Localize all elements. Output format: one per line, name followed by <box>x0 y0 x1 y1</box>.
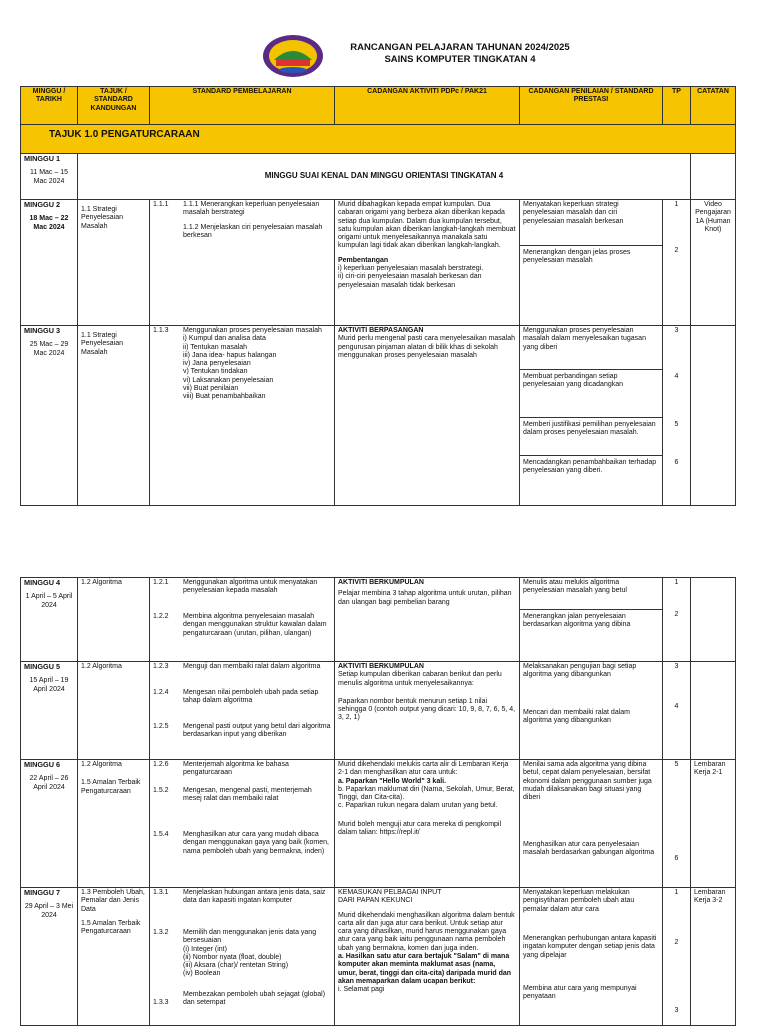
standard-cell <box>150 200 335 326</box>
week-date: 29 April – 3 Mei 2024 <box>24 903 74 919</box>
standard-code: 1.2.4 <box>153 689 169 696</box>
standard-code: 1.5.2 <box>153 787 169 794</box>
tp-value: 6 <box>674 459 679 466</box>
standard-cell <box>150 760 335 888</box>
col-header-topic: TAJUK / STANDARD KANDUNGAN <box>78 87 150 125</box>
activity-heading: Pembentangan <box>338 256 389 264</box>
standard-text: Membezakan pemboleh ubah sejagat (global) dan setempat <box>183 991 326 1007</box>
notes-cell: Lembaran Kerja 2-1 <box>691 760 736 888</box>
col-header-activity: CADANGAN AKTIVITI PDPc / PAK21 <box>335 87 520 125</box>
assessment-text: Mencadangkan penambahbaikan terhadap penyelesaian yang diberi. <box>523 459 657 475</box>
table-row <box>21 888 736 1026</box>
document-title: RANCANGAN PELAJARAN TAHUNAN 2024/2025 <box>350 42 570 53</box>
tp-cell <box>663 578 691 662</box>
activity-text: i. Selamat pagi <box>338 986 385 994</box>
week-label: MINGGU 3 <box>24 326 61 335</box>
standard-cell <box>150 578 335 662</box>
table-row <box>21 326 736 506</box>
standard-text: Mengenal pasti output yang betul dari algoritma berdasarkan input yang diberikan <box>183 723 331 739</box>
topic-banner: TAJUK 1.0 PENGATURCARAAN <box>21 125 736 154</box>
standard-code: 1.2.6 <box>153 761 169 768</box>
table-row <box>21 200 736 326</box>
assessment-text: Menghasilkan atur cara penyelesaian masalah berdasarkan gabungan algoritma <box>523 841 655 857</box>
standard-code: 1.5.4 <box>153 831 169 838</box>
document-subtitle: SAINS KOMPUTER TINGKATAN 4 <box>384 54 536 65</box>
standard-text: 1.1.2 Menjelaskan ciri penyelesaian masalah berkesan <box>183 223 323 239</box>
standard-text: Menggunakan algoritma untuk menyatakan penyelesaian kepada masalah <box>183 579 318 595</box>
tp-cell <box>663 200 691 326</box>
assessment-text: Menyatakan keperluan strategi penyelesaian masalah dan ciri penyelesaian masalah berkesan <box>523 201 624 225</box>
week-label: MINGGU 5 <box>24 662 61 671</box>
standard-text: Mengesan, mengenal pasti, menterjemah mesej ralat dan membaiki ralat <box>183 787 312 803</box>
tp-value: 4 <box>674 703 679 710</box>
tp-value: 1 <box>674 889 679 896</box>
standard-code: 1.2.3 <box>153 663 169 670</box>
type-item: (iii) Aksara (char)/ rentetan String) <box>183 962 289 970</box>
step-item: iii) Jana idea- hapus halangan <box>183 351 277 359</box>
standard-text: Mengesan nilai pemboleh ubah pada setiap tahap dalam algoritma <box>183 689 319 705</box>
tp-value: 3 <box>674 1007 679 1014</box>
assessment-cell <box>520 578 663 662</box>
col-header-week: MINGGU / TARIKH <box>21 87 78 125</box>
activity-heading: AKTIVITI BERKUMPULAN <box>338 579 424 586</box>
week-label: MINGGU 6 <box>24 760 61 769</box>
assessment-text: Melaksanakan pengujian bagi setiap algoritma yang dibangunkan <box>523 663 637 679</box>
assessment-cell <box>520 662 663 760</box>
activity-cell <box>335 888 520 1026</box>
topic-text: 1.2 Algoritma <box>81 761 122 768</box>
standard-text: Menguji dan membaiki ralat dalam algoritma <box>183 663 321 670</box>
standard-cell <box>150 888 335 1026</box>
assessment-text: Menyatakan keperluan melakukan pengisytiharan pemboleh ubah atau pemalar dalam atur cara <box>523 889 635 913</box>
activity-cell <box>335 326 520 506</box>
assessment-text: Membuat perbandingan setiap penyelesaian yang dicadangkan <box>523 373 624 389</box>
notes-cell: Video Pengajaran 1A (Human Knot) <box>691 200 736 326</box>
step-item: iv) Jana penyelesaian <box>183 360 251 368</box>
assessment-text: Mencari dan membaiki ralat dalam algoritma yang dibangunkan <box>523 709 630 725</box>
activity-text: Murid perlu mengenal pasti cara menyelesaikan masalah pengurusan pinjaman alatan di bilik khas di sekolah menggunakan proses penyelesaian masalah <box>338 335 516 359</box>
topic-cell: 1.2 Algoritma <box>78 662 150 760</box>
activity-text: Murid dikehendaki melukis carta alir di Lembaran Kerja 2-1 dan menghasilkan atur cara untuk: <box>338 761 509 777</box>
week-label: MINGGU 2 <box>24 200 61 209</box>
standard-code: 1.2.1 <box>153 579 169 586</box>
tp-cell <box>663 760 691 888</box>
standard-code: 1.1.3 <box>153 327 169 334</box>
col-header-notes: CATATAN <box>691 87 736 125</box>
topic-cell: 1.2 Algoritma <box>78 578 150 662</box>
tp-cell <box>663 326 691 506</box>
standard-text: Menggunakan proses penyelesaian masalah <box>183 327 322 334</box>
assessment-text: Menerangkan perhubungan antara kapasiti ingatan komputer dengan setiap jenis data yang dipelajar <box>523 935 657 959</box>
tp-value: 3 <box>674 663 679 670</box>
tp-value: 1 <box>674 579 679 586</box>
assessment-text: Memberi justifikasi pemilihan penyelesaian dalam proses penyelesaian masalah. <box>523 421 656 437</box>
standard-code: 1.3.2 <box>153 929 169 936</box>
topic-cell <box>78 760 150 888</box>
notes-cell: Lembaran Kerja 3-2 <box>691 888 736 1026</box>
week-date: 25 Mac – 29 Mac 2024 <box>29 341 69 357</box>
assessment-text: Menggunakan proses penyelesaian masalah dalam menyelesaikan tugasan yang diberi <box>523 327 646 351</box>
step-item: v) Tentukan tindakan <box>183 368 248 376</box>
topic-cell: 1.1 Strategi Penyelesaian Masalah <box>78 200 150 326</box>
step-item: ii) Tentukan masalah <box>183 343 248 351</box>
activity-heading: AKTIVITI BERPASANGAN <box>338 327 424 334</box>
topic-cell: 1.1 Strategi Penyelesaian Masalah <box>78 326 150 506</box>
topic-cell <box>78 888 150 1026</box>
assessment-cell <box>520 200 663 326</box>
activity-text: ii) ciri-ciri penyelesaian masalah berkesan dan penyelesaian masalah tidak berkesan <box>338 273 482 289</box>
tp-value: 4 <box>674 373 679 380</box>
tp-value: 5 <box>674 761 679 768</box>
tp-value: 2 <box>674 611 679 618</box>
tp-value: 5 <box>674 421 679 428</box>
standard-cell <box>150 326 335 506</box>
assessment-text: Membina atur cara yang mempunyai penyataan <box>523 985 637 1001</box>
step-item: vi) Laksanakan penyelesaian <box>183 376 274 384</box>
type-item: (iv) Boolean <box>183 970 221 978</box>
lesson-plan-table-1 <box>20 86 736 506</box>
activity-cell <box>335 200 520 326</box>
activity-text: Pelajar membina 3 tahap algoritma untuk urutan, pilihan dan ulangan bagi pembelian barang <box>338 590 512 606</box>
step-item: vii) Buat penilaian <box>183 385 239 393</box>
tp-value: 3 <box>674 327 679 334</box>
col-header-tp: TP <box>663 87 691 125</box>
activity-cell <box>335 578 520 662</box>
table-row <box>21 662 736 760</box>
activity-cell <box>335 760 520 888</box>
week-label: MINGGU 1 <box>24 154 61 163</box>
standard-code: 1.2.2 <box>153 613 169 620</box>
col-header-standard: STANDARD PEMBELAJARAN <box>150 87 335 125</box>
activity-text: Murid dikehendaki menghasilkan algoritma dalam bentuk carta alir dan juga atur cara berikut. Untuk setiap atur cara yang dihasilkan, murid harus menggunakan gaya atur cara yang baik iaitu penggunaan nama pemboleh ubah yang bermakna, komen dan juga inden. <box>338 911 515 952</box>
activity-text: Murid boleh menguji atur cara mereka di pengkompil dalam talian: https://repl.it/ <box>338 820 502 837</box>
assessment-cell <box>520 760 663 888</box>
assessment-text: Menerangkan jalan penyelesaian berdasarkan algoritma yang dibina <box>523 613 631 629</box>
standard-text: Menterjemah algoritma ke bahasa pengaturcaraan <box>183 761 289 777</box>
activity-heading: KEMASUKAN PELBAGAI INPUT <box>338 889 442 896</box>
assessment-cell <box>520 888 663 1026</box>
tp-value: 2 <box>674 247 679 254</box>
standard-text: Membina algoritma penyelesaian masalah dengan menggunakan struktur kawalan dalam pengaturcaraan (urutan, pilihan, ulangan) <box>183 613 327 637</box>
activity-heading: AKTIVITI BERKUMPULAN <box>338 663 424 670</box>
topic-text: 1.5 Amalan Terbaik Pengaturcaraan <box>81 779 141 795</box>
standard-code: 1.2.5 <box>153 723 169 730</box>
standard-text: Menjelaskan hubungan antara jenis data, saiz data dan kapasiti ingatan komputer <box>183 889 326 905</box>
week-date: 11 Mac – 15 Mac 2024 <box>29 169 68 185</box>
step-item: viii) Buat penambahbaikan <box>183 393 266 401</box>
activity-text: a. Paparkan "Hello World" 3 kali. <box>338 777 447 785</box>
standard-text: Menghasilkan atur cara yang mudah dibaca dengan menggunakan gaya yang baik (komen, nama pemboleh ubah yang bermakna, inden) <box>183 831 329 855</box>
activity-text: Murid dibahagikan kepada empat kumpulan. Dua cabaran origami yang berbeza akan diberikan kepada setiap dua kumpulan. Dalam dua kumpulan tersebut, satu kumpulan akan diberikan langkah-langkah membuat origami untuk menyelesaikannya manakala satu kumpulan lagi tidak akan diberikan langkah-langkah. <box>338 201 516 250</box>
week-date: 1 April – 5 April 2024 <box>25 593 73 609</box>
tp-value: 6 <box>674 855 679 862</box>
activity-cell <box>335 662 520 760</box>
standard-text: 1.1.1 Menerangkan keperluan penyelesaian masalah berstrategi <box>183 201 320 217</box>
assessment-text: Menulis atau melukis algoritma penyelesaian masalah yang betul <box>523 579 627 595</box>
tp-value: 1 <box>674 201 679 208</box>
week-date: 15 April – 19 April 2024 <box>29 677 69 693</box>
tp-cell <box>663 662 691 760</box>
activity-text: b. Paparkan maklumat diri (Nama, Sekolah, Umur, Berat, Tinggi, dan Cita-cita). <box>338 785 515 802</box>
col-header-assessment: CADANGAN PENILAIAN / STANDARD PRESTASI <box>520 87 663 125</box>
standard-code: 1.3.1 <box>153 889 169 896</box>
week-date: 18 Mac – 22 Mac 2024 <box>29 215 69 231</box>
standard-code: 1.3.3 <box>153 999 169 1006</box>
activity-text: Setiap kumpulan diberikan cabaran berikut dan perlu menulis algoritma untuk menyelesaikannya: <box>338 671 502 687</box>
activity-text: i) keperluan penyelesaian masalah berstrategi. <box>338 265 484 273</box>
standard-code: 1.1.1 <box>153 201 169 208</box>
lesson-plan-table-2 <box>20 577 736 1026</box>
table-row <box>21 578 736 662</box>
week-label: MINGGU 4 <box>24 578 61 587</box>
table-row <box>21 760 736 888</box>
standard-cell <box>150 662 335 760</box>
tp-cell <box>663 888 691 1026</box>
type-item: (i) Integer (int) <box>183 945 227 953</box>
week-date: 22 April – 26 April 2024 <box>29 775 69 791</box>
topic-text: 1.5 Amalan Terbaik Pengaturcaraan <box>81 919 141 936</box>
tp-value: 2 <box>674 939 679 946</box>
activity-text: Paparkan nombor bentuk menurun setiap 1 nilai sehingga 0 (contoh output yang dicari: 10, 9, 8, 7, 6, 5, 4, 3, 2, 1) <box>338 697 516 722</box>
assessment-text: Menerangkan dengan jelas proses penyelesaian masalah <box>523 249 631 265</box>
activity-heading: DARI PAPAN KEKUNCI <box>338 897 413 905</box>
orientation-text: MINGGU SUAI KENAL DAN MINGGU ORIENTASI TINGKATAN 4 <box>78 154 691 200</box>
assessment-text: Menilai sama ada algoritma yang dibina betul, cepat dalam penyelesaian, bersifat ekonomi dalam penggunaan sumber juga mudah dilaksanakan bagi situasi yang diberi <box>523 761 652 802</box>
type-item: (ii) Nombor nyata (float, double) <box>183 953 282 961</box>
table-row <box>21 154 736 200</box>
assessment-cell <box>520 326 663 506</box>
standard-text: Memilih dan menggunakan jenis data yang bersesuaian <box>183 929 317 945</box>
activity-text: c. Paparkan rukun negara dalam urutan yang betul. <box>338 802 498 810</box>
topic-text: 1.3 Pemboleh Ubah, Pemalar dan Jenis Data <box>81 889 145 913</box>
activity-text: a. Hasilkan satu atur cara bertajuk "Salam" di mana komputer akan meminta maklumat asas (nama, umur, berat, tinggi dan cita-cita) daripada murid dan akan memaparkan dalam ucapan berikut: <box>338 953 512 985</box>
step-item: i) Kumpul dan analisa data <box>183 335 266 343</box>
week-label: MINGGU 7 <box>24 888 61 897</box>
